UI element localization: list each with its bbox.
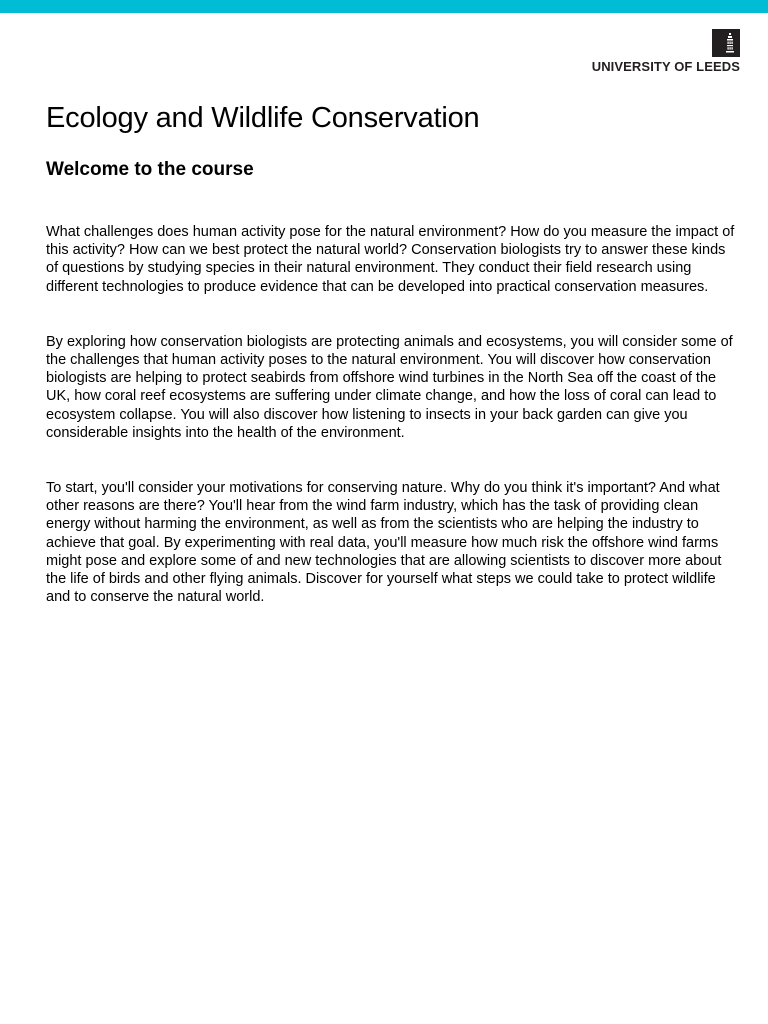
page-subtitle: Welcome to the course [46,159,254,180]
closing-paragraph: To start, you'll consider your motivations for conserving nature. Why do you think it's important? And what other reasons are there? You'll hear from the wind farm industry, which has the task of providing clean energy without harming the environment, as well as from the scientists who are helping the industry to achieve that goal. By experimenting with real data, you'll measure how much risk the offshore wind farms might pose and explore some of and new technologies that are allowing scientists to discover more about the life of birds and other flying animals. Discover for yourself what steps we could take to protect wildlife and to conserve the natural world. [46,480,722,606]
intro-paragraph: What challenges does human activity pose for the natural environment? How do you measure the impact of this activity? How can we best protect the natural world? Conservation biologists try to answer these kinds of questions by studying species in their natural environment. They conduct their field research using different technologies to produce evidence that can be developed into practical conservation measures. [46,224,735,295]
parkinson-tower-icon [712,29,740,57]
top-accent-bar [0,0,768,13]
university-logo [592,29,740,74]
page-title: Ecology and Wildlife Conservation [46,102,480,134]
body-paragraph: By exploring how conservation biologists are protecting animals and ecosystems, you will consider some of the challenges that human activity poses to the natural environment. You will discover how conservation biologists are helping to protect seabirds from offshore wind turbines in the North Sea off the coast of the UK, how coral reef ecosystems are suffering under climate change, and how the loss of coral can lead to ecosystem collapse. You will also discover how listening to insects in your back garden can give you considerable insights into the health of the environment. [46,333,733,441]
document-body [46,98,736,606]
university-name: UNIVERSITY OF LEEDS [591,59,740,74]
